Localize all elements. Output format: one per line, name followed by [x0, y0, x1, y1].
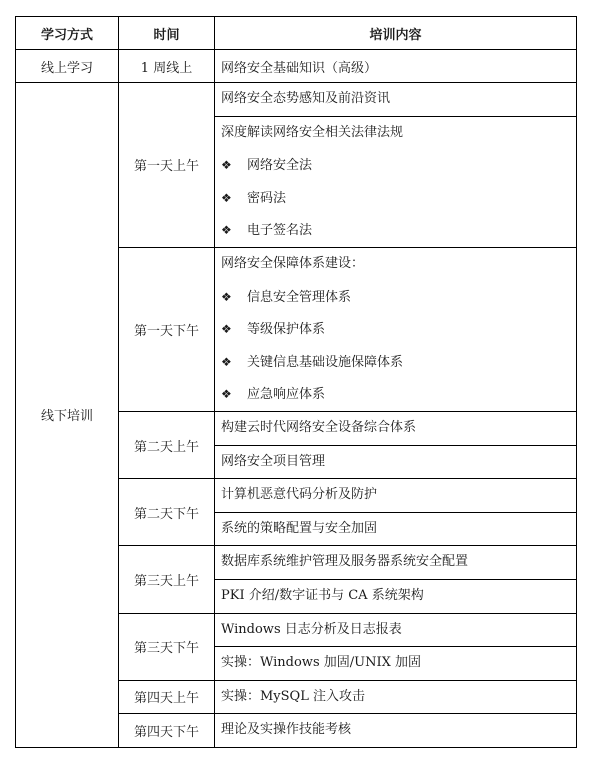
session-time: 第四天上午 — [119, 680, 215, 714]
bullet-diamond-icon: ❖ — [221, 289, 232, 304]
bullet-diamond-icon: ❖ — [221, 158, 232, 173]
session-content — [215, 445, 577, 479]
online-row — [16, 50, 577, 83]
session-content — [215, 613, 577, 647]
content-line — [221, 546, 576, 579]
session-content — [215, 83, 577, 117]
session-time: 第一天下午 — [119, 247, 215, 411]
content-line — [221, 83, 576, 116]
line-text: 关键信息基础设施保障体系 — [247, 354, 404, 370]
session-content — [215, 116, 577, 247]
session-content — [215, 579, 577, 613]
bullet-item — [221, 149, 576, 182]
online-content: 网络安全基础知识（高级） — [215, 50, 577, 83]
line-text: 实操：MySQL 注入攻击 — [221, 688, 365, 704]
session-time: 第二天下午 — [119, 479, 215, 546]
header-content: 培训内容 — [215, 17, 577, 50]
session-content — [215, 714, 577, 748]
line-text: 网络安全保障体系建设： — [221, 255, 365, 271]
bullet-item — [221, 346, 576, 379]
header-row — [16, 17, 577, 50]
bullet-item — [221, 214, 576, 247]
session-time: 第三天下午 — [119, 613, 215, 680]
bullet-diamond-icon: ❖ — [221, 354, 232, 369]
line-text: 应急响应体系 — [247, 387, 326, 403]
header-time: 时间 — [119, 17, 215, 50]
line-text: Windows 日志分析及日志报表 — [221, 621, 402, 637]
session-content — [215, 546, 577, 580]
line-text: 密码法 — [247, 190, 287, 206]
training-schedule-table — [15, 16, 577, 748]
session-time: 第一天上午 — [119, 83, 215, 248]
bullet-diamond-icon: ❖ — [221, 387, 232, 402]
table-row — [16, 83, 577, 117]
content-line — [221, 647, 576, 680]
header-mode: 学习方式 — [16, 17, 119, 50]
session-content — [215, 247, 577, 411]
session-time: 第三天上午 — [119, 546, 215, 613]
content-line — [221, 412, 576, 445]
line-text: 数据库系统维护管理及服务器系统安全配置 — [221, 554, 469, 570]
content-line — [221, 714, 576, 747]
line-text: 理论及实操作技能考核 — [221, 722, 352, 738]
line-text: 等级保护体系 — [247, 322, 326, 338]
content-line — [221, 117, 576, 150]
line-text: 信息安全管理体系 — [247, 289, 352, 305]
line-text: 网络安全法 — [247, 158, 313, 174]
content-line — [221, 681, 576, 714]
session-content — [215, 411, 577, 445]
bullet-item — [221, 378, 576, 411]
line-text: 深度解读网络安全相关法律法规 — [221, 124, 404, 140]
content-line — [221, 580, 576, 613]
session-content — [215, 647, 577, 681]
line-text: 系统的策略配置与安全加固 — [221, 520, 378, 536]
offline-mode: 线下培训 — [16, 83, 119, 748]
line-text: 网络安全态势感知及前沿资讯 — [221, 91, 391, 106]
session-content — [215, 479, 577, 513]
line-text: 计算机恶意代码分析及防护 — [221, 487, 378, 503]
bullet-diamond-icon: ❖ — [221, 190, 232, 205]
bullet-item — [221, 313, 576, 346]
session-time: 第二天上午 — [119, 411, 215, 478]
online-time: 1 周线上 — [119, 50, 215, 83]
bullet-item — [221, 182, 576, 215]
online-mode: 线上学习 — [16, 50, 119, 83]
session-content — [215, 512, 577, 546]
line-text: 实操：Windows 加固/UNIX 加固 — [221, 655, 421, 671]
content-line — [221, 446, 576, 479]
bullet-diamond-icon: ❖ — [221, 322, 232, 337]
bullet-item — [221, 281, 576, 314]
line-text: PKI 介绍/数字证书与 CA 系统架构 — [221, 587, 424, 603]
content-line — [221, 513, 576, 546]
session-content — [215, 680, 577, 714]
content-line — [221, 479, 576, 512]
content-line — [221, 614, 576, 647]
content-line — [221, 248, 576, 281]
line-text: 网络安全项目管理 — [221, 453, 326, 469]
bullet-diamond-icon: ❖ — [221, 223, 232, 238]
session-time: 第四天下午 — [119, 714, 215, 748]
line-text: 构建云时代网络安全设备综合体系 — [221, 419, 417, 435]
line-text: 电子签名法 — [247, 223, 313, 239]
